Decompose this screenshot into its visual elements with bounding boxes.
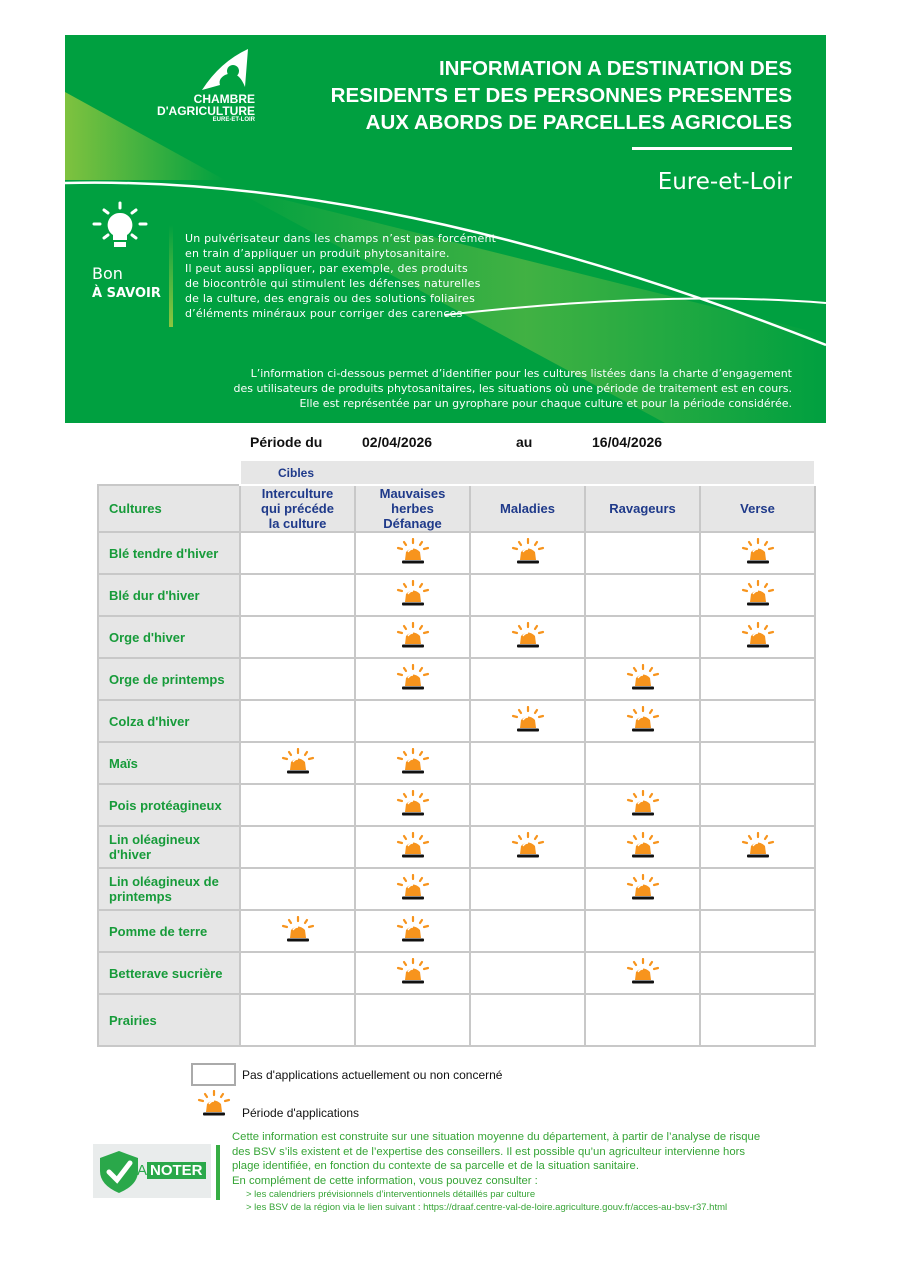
- text-line: en train d’appliquer un produit phytosanitaire.: [185, 247, 450, 260]
- text-line: de la culture, des engrais ou des solutions foliaires: [185, 292, 476, 305]
- active-period-cell: [700, 826, 815, 868]
- bsv-link-text[interactable]: > les BSV de la région via le lien suivant : https://draaf.centre-val-de-loire.agriculture.gouv.fr/acces-au-bsv-r37.html: [246, 1202, 728, 1213]
- empty-cell: [240, 616, 355, 658]
- active-period-cell: [240, 742, 355, 784]
- logo-line-2: D'AGRICULTURE: [157, 104, 255, 118]
- table-row: [98, 826, 815, 868]
- empty-cell: [240, 952, 355, 994]
- crop-name: Orge d'hiver: [98, 616, 240, 658]
- active-period-cell: [355, 910, 470, 952]
- empty-cell: [470, 994, 585, 1046]
- crop-name: Blé tendre d'hiver: [98, 532, 240, 574]
- column-header: [585, 485, 700, 532]
- shield-check-icon: [98, 1149, 140, 1195]
- column-header-line: qui précéde: [261, 501, 334, 516]
- column-header-line: Interculture: [261, 486, 334, 501]
- empty-cell: [355, 700, 470, 742]
- page-title: [331, 55, 792, 136]
- a-noter-badge: [93, 1144, 211, 1198]
- gyrophare-icon: [396, 874, 430, 902]
- active-period-cell: [585, 784, 700, 826]
- empty-cell: [470, 574, 585, 616]
- gyrophare-icon: [396, 748, 430, 776]
- column-header: [240, 485, 355, 532]
- gyrophare-icon: [626, 790, 660, 818]
- gyrophare-icon: [511, 538, 545, 566]
- crop-name: Blé dur d'hiver: [98, 574, 240, 616]
- note-text: [232, 1130, 760, 1214]
- legend-gyrophare: [197, 1090, 231, 1122]
- active-period-cell: [585, 952, 700, 994]
- table-row: [98, 658, 815, 700]
- empty-cell: [700, 658, 815, 700]
- crop-name: Orge de printemps: [98, 658, 240, 700]
- calendar-link-text: > les calendriers prévisionnels d’interventionnels détaillés par culture: [246, 1189, 536, 1200]
- gyrophare-icon: [626, 832, 660, 860]
- bon-a-savoir-text: [185, 231, 496, 321]
- legend-active-label: Période d'applications: [242, 1106, 360, 1120]
- text-line: de biocontrôle qui stimulent les défenses naturelles: [185, 277, 481, 290]
- empty-cell: [470, 658, 585, 700]
- table-row: [98, 784, 815, 826]
- table-row: [98, 742, 815, 784]
- empty-cell: [700, 784, 815, 826]
- gyrophare-icon: [396, 622, 430, 650]
- active-period-cell: [355, 616, 470, 658]
- gyrophare-icon: [741, 538, 775, 566]
- empty-cell: [470, 952, 585, 994]
- gyrophare-icon: [281, 916, 315, 944]
- text-line: Cette information est construite sur une situation moyenne du département, à partir de l’analyse de risque: [232, 1131, 761, 1143]
- text-line: En complément de cette information, vous pouvez consulter :: [232, 1174, 538, 1187]
- empty-cell: [585, 532, 700, 574]
- crop-name: Lin oléagineux de printemps: [98, 868, 240, 910]
- active-period-cell: [700, 532, 815, 574]
- cibles-header: Cibles: [240, 460, 815, 485]
- column-header: [355, 485, 470, 532]
- crop-name: Pois protéagineux: [98, 784, 240, 826]
- column-header: [700, 485, 815, 532]
- text-line: des utilisateurs de produits phytosanitaires, les situations où une période de traitement est en cours.: [233, 382, 792, 395]
- info-text: [233, 366, 792, 411]
- column-header-line: Verse: [740, 501, 775, 516]
- a-savoir-label: À SAVOIR: [92, 286, 161, 301]
- empty-cell: [355, 994, 470, 1046]
- active-period-cell: [585, 700, 700, 742]
- text-line: Il peut aussi appliquer, par exemple, des produits: [185, 262, 468, 275]
- column-header-line: Ravageurs: [609, 501, 676, 516]
- lightbulb-icon: [90, 200, 150, 252]
- active-period-cell: [585, 826, 700, 868]
- empty-cell: [240, 826, 355, 868]
- column-header-line: Mauvaises: [379, 486, 446, 501]
- gyrophare-icon: [626, 874, 660, 902]
- title-line: RESIDENTS ET DES PERSONNES PRESENTES: [330, 84, 792, 107]
- empty-cell: [585, 742, 700, 784]
- active-period-cell: [470, 826, 585, 868]
- text-line: des BSV s’ils existent et de l’expertise des conseillers. Il est possible qu’un agriculteur intervienne hors: [232, 1145, 746, 1158]
- text-line: d’éléments minéraux pour corriger des carences: [185, 307, 463, 320]
- active-period-cell: [355, 742, 470, 784]
- empty-cell: [240, 532, 355, 574]
- gyrophare-icon: [396, 664, 430, 692]
- active-period-cell: [470, 700, 585, 742]
- empty-cell: [240, 994, 355, 1046]
- active-period-cell: [700, 616, 815, 658]
- active-period-cell: [355, 532, 470, 574]
- empty-cell: [470, 742, 585, 784]
- active-period-cell: [470, 616, 585, 658]
- empty-cell: [470, 910, 585, 952]
- active-period-cell: [585, 868, 700, 910]
- period-label: Période du: [250, 434, 323, 450]
- period-end: 16/04/2026: [592, 434, 663, 450]
- empty-cell: [470, 868, 585, 910]
- period-to-label: au: [516, 434, 533, 450]
- title-line: AUX ABORDS DE PARCELLES AGRICOLES: [365, 111, 792, 134]
- gyrophare-icon: [741, 580, 775, 608]
- gyrophare-icon: [626, 664, 660, 692]
- logo-line-1: CHAMBRE: [193, 92, 255, 106]
- column-header-line: herbes: [391, 501, 434, 516]
- text-line: Un pulvérisateur dans les champs n’est pas forcément: [185, 232, 497, 245]
- empty-cell: [240, 700, 355, 742]
- bon-label: Bon: [92, 264, 123, 283]
- empty-cell: [240, 868, 355, 910]
- empty-cell: [700, 994, 815, 1046]
- text-line: plage identifiée, en fonction du contexte de sa parcelle et de la situation sanitaire.: [232, 1160, 639, 1172]
- empty-cell: [700, 868, 815, 910]
- empty-cell: [98, 460, 240, 485]
- title-divider: [632, 147, 792, 150]
- empty-cell: [585, 616, 700, 658]
- column-header-line: Défanage: [383, 516, 442, 531]
- text-line: L’information ci-dessous permet d’identifier pour les cultures listées dans la charte d’engagement: [250, 367, 792, 380]
- crop-name: Prairies: [98, 994, 240, 1046]
- active-period-cell: [355, 574, 470, 616]
- active-period-cell: [700, 574, 815, 616]
- crop-name: Lin oléagineux d'hiver: [98, 826, 240, 868]
- crop-name: Colza d'hiver: [98, 700, 240, 742]
- empty-cell: [585, 574, 700, 616]
- legend-empty-swatch: [191, 1063, 236, 1086]
- department-name: Eure-et-Loir: [657, 169, 792, 195]
- active-period-cell: [355, 868, 470, 910]
- gyrophare-icon: [396, 790, 430, 818]
- badge-noter: NOTER: [147, 1162, 206, 1179]
- title-line: INFORMATION A DESTINATION DES: [438, 57, 792, 80]
- empty-cell: [700, 910, 815, 952]
- gyrophare-icon: [396, 832, 430, 860]
- empty-cell: [585, 994, 700, 1046]
- cultures-header: Cultures: [98, 485, 240, 532]
- chambre-agriculture-logo: [155, 47, 255, 123]
- gyrophare-icon: [396, 916, 430, 944]
- bon-a-savoir-label: [92, 265, 161, 303]
- empty-cell: [240, 574, 355, 616]
- table-row: [98, 994, 815, 1046]
- table-row: [98, 952, 815, 994]
- legend-empty-label: Pas d'applications actuellement ou non concerné: [242, 1068, 503, 1082]
- divider: [216, 1145, 220, 1200]
- crop-name: Betterave sucrière: [98, 952, 240, 994]
- gyrophare-icon: [511, 706, 545, 734]
- gyrophare-icon: [396, 538, 430, 566]
- column-header-line: la culture: [268, 516, 327, 531]
- header-banner: [65, 35, 826, 423]
- treatment-table: [97, 459, 816, 1047]
- table-row: [98, 616, 815, 658]
- active-period-cell: [585, 658, 700, 700]
- empty-cell: [585, 910, 700, 952]
- active-period-cell: [355, 784, 470, 826]
- gyrophare-icon: [511, 832, 545, 860]
- table-row: [98, 868, 815, 910]
- empty-cell: [700, 742, 815, 784]
- badge-a: A: [137, 1162, 148, 1179]
- gyrophare-icon: [197, 1090, 231, 1118]
- empty-cell: [240, 784, 355, 826]
- active-period-cell: [355, 658, 470, 700]
- active-period-cell: [355, 826, 470, 868]
- empty-cell: [470, 784, 585, 826]
- active-period-cell: [470, 532, 585, 574]
- empty-cell: [240, 658, 355, 700]
- divider: [169, 225, 173, 327]
- table-row: [98, 574, 815, 616]
- empty-cell: [700, 952, 815, 994]
- empty-cell: [700, 700, 815, 742]
- column-header-line: Maladies: [500, 501, 555, 516]
- gyrophare-icon: [396, 580, 430, 608]
- gyrophare-icon: [396, 958, 430, 986]
- active-period-cell: [355, 952, 470, 994]
- gyrophare-icon: [626, 958, 660, 986]
- gyrophare-icon: [511, 622, 545, 650]
- gyrophare-icon: [741, 622, 775, 650]
- gyrophare-icon: [281, 748, 315, 776]
- table-row: [98, 532, 815, 574]
- text-line: Elle est représentée par un gyrophare pour chaque culture et pour la période considérée.: [299, 397, 792, 410]
- crop-name: Pomme de terre: [98, 910, 240, 952]
- table-row: [98, 910, 815, 952]
- logo-mark-icon: [200, 47, 250, 92]
- gyrophare-icon: [626, 706, 660, 734]
- gyrophare-icon: [741, 832, 775, 860]
- column-header: [470, 485, 585, 532]
- table-row: [98, 700, 815, 742]
- active-period-cell: [240, 910, 355, 952]
- crop-name: Maïs: [98, 742, 240, 784]
- logo-line-3: EURE-ET-LOIR: [212, 117, 255, 123]
- period-start: 02/04/2026: [362, 434, 433, 450]
